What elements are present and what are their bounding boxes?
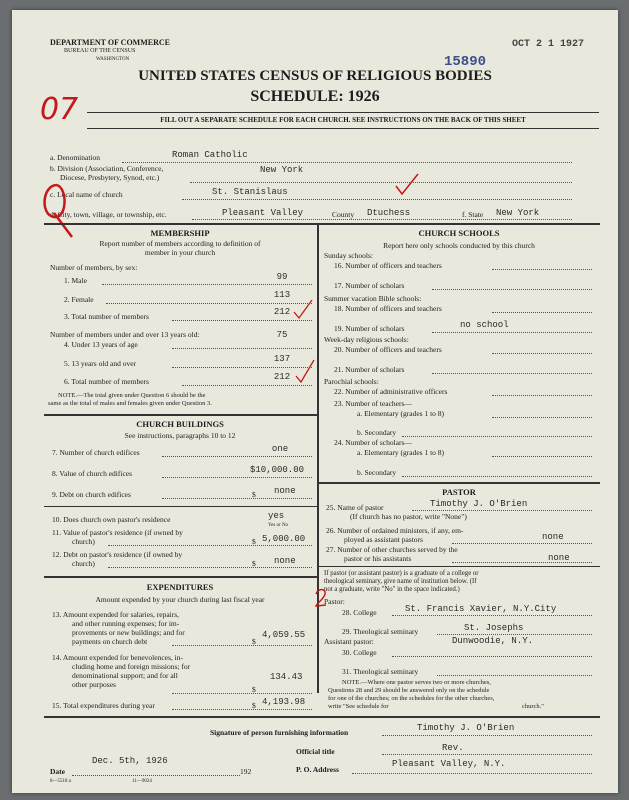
po-address-value: Pleasant Valley, N.Y. [392, 759, 506, 769]
graduate-note-2: theological seminary, give name of institution below. (If [324, 578, 477, 585]
q14-value: 134.43 [270, 672, 303, 682]
official-title-label: Official title [296, 747, 335, 756]
q2-label: 2. Female [64, 295, 94, 304]
q18-label: 18. Number of officers and teachers [334, 304, 442, 313]
q19-label: 19. Number of scholars [334, 324, 405, 333]
members-by-age-label: Number of members under and over 13 years old: [50, 330, 200, 339]
q1-value: 99 [276, 272, 288, 282]
q1-label: 1. Male [64, 276, 87, 285]
q15-label: 15. Total expenditures during year [52, 701, 155, 710]
assistant-pastor-label: Assistant pastor: [324, 637, 374, 646]
church-name-label: c. Local name of church [50, 190, 123, 199]
assistant-pastor-value: Dunwoodie, N.Y. [452, 636, 534, 646]
q12-label: 12. Debt on pastor's residence (if owned by [52, 550, 183, 559]
date-year: 192 [240, 767, 252, 776]
instruction-banner: FILL OUT A SEPARATE SCHEDULE FOR EACH CHURCH. SEE INSTRUCTIONS ON THE BACK OF THIS SHEET [160, 116, 526, 124]
red-check-total-6 [294, 356, 316, 386]
q12-value: none [274, 556, 296, 566]
q3-label: 3. Total number of members [64, 312, 149, 321]
pastor-subheading: Pastor: [324, 597, 345, 606]
q29-value: St. Josephs [464, 623, 524, 633]
q4-label: 4. Under 13 years of age [64, 340, 138, 349]
q24a-label: a. Elementary (grades 1 to 8) [357, 448, 445, 457]
q26-label-2: ployed as assistant pastors [344, 535, 423, 544]
division-label-2: Diocese, Presbytery, Synod, etc.) [60, 173, 160, 182]
q28-label: 28. College [342, 608, 377, 617]
q11-value: 5,000.00 [262, 534, 306, 544]
q13-label-4: payments on church debt [72, 637, 148, 646]
division-label: b. Division (Association, Conference, [50, 164, 164, 173]
signature-label: Signature of person furnishing information [210, 728, 349, 737]
form-code: 8—5518 a [50, 779, 71, 784]
q7-label: 7. Number of church edifices [52, 448, 140, 457]
q26-label: 26. Number of ordained ministers, if any, em- [326, 526, 464, 535]
q25-hint: (If church has no pastor, write "None") [350, 512, 467, 521]
pastor-note-3: for one of the churches; on the schedules for the other churches, [328, 695, 495, 702]
church-name-value: St. Stanislaus [212, 187, 288, 197]
census-schedule-sheet [12, 10, 618, 793]
state-value: New York [496, 208, 540, 218]
yes-or-no-hint: Yes or No [268, 523, 289, 528]
expenditures-sub: Amount expended by your church during last fiscal year [95, 595, 265, 604]
q14-label: 14. Amount expended for benevolences, in- [52, 653, 184, 662]
q22-label: 22. Number of administrative officers [334, 387, 448, 396]
q20-label: 20. Number of officers and teachers [334, 345, 442, 354]
red-check-mark [392, 170, 422, 200]
form-title: UNITED STATES CENSUS OF RELIGIOUS BODIES [138, 68, 492, 84]
graduate-note-3: not a graduate, write "No" in the space indicated.) [324, 586, 460, 593]
q8-label: 8. Value of church edifices [52, 469, 133, 478]
q8-value: $10,000.00 [250, 465, 305, 475]
county-label: County [332, 210, 355, 219]
q24-label: 24. Number of scholars— [334, 438, 412, 447]
denomination-label: a. Denomination [50, 153, 100, 162]
handwritten-mark: 07 [40, 92, 79, 127]
q9-value: none [274, 486, 296, 496]
q25-value: Timothy J. O'Brien [430, 499, 528, 509]
q7-value: one [271, 444, 289, 454]
county-value: Dtuchess [367, 208, 411, 218]
q14-label-2: cluding home and foreign missions; for [72, 662, 191, 671]
q24b-label: b. Secondary [357, 468, 397, 477]
membership-sub-2: member in your church [144, 248, 216, 257]
membership-heading: MEMBERSHIP [150, 228, 210, 238]
q9-label: 9. Debt on church edifices [52, 490, 131, 499]
q13-label: 13. Amount expended for salaries, repairs, [52, 610, 180, 619]
q2-value: 113 [273, 290, 291, 300]
red-check-total-3 [292, 292, 314, 322]
q11-dollar: $ [252, 537, 256, 546]
q27-label-2: pastor or his assistants [344, 554, 412, 563]
city-label: WASHINGTON [96, 57, 130, 62]
q25-label: 25. Name of pastor [326, 503, 384, 512]
membership-note-2: same as the total of males and females given under Question 3. [48, 400, 212, 407]
q31-label: 31. Theological seminary [342, 667, 419, 676]
department-label: DEPARTMENT OF COMMERCE [50, 38, 171, 47]
q30-label: 30. College [342, 648, 377, 657]
membership-note-1: NOTE.—The total given under Question 6 should be the [58, 392, 206, 399]
q12-dollar: $ [252, 559, 256, 568]
q9-dollar: $ [252, 490, 256, 499]
summer-schools-label: Summer vacation Bible schools: [324, 294, 422, 303]
division-value: New York [260, 165, 304, 175]
members-by-sex-label: Number of members, by sex: [50, 263, 138, 272]
q13-value: 4,059.55 [262, 630, 306, 640]
q17-label: 17. Number of scholars [334, 281, 405, 290]
q5-value: 137 [273, 354, 291, 364]
q23-label: 23. Number of teachers— [334, 399, 412, 408]
q6-label: 6. Total number of members [64, 377, 149, 386]
q10-value: yes [268, 511, 285, 521]
q15-value: 4,193.98 [262, 697, 306, 707]
print-code: 11—9024 [132, 779, 152, 784]
q15-dollar: $ [252, 701, 256, 710]
po-address-label: P. O. Address [296, 765, 339, 774]
q11-label-2: church) [72, 537, 95, 546]
q16-label: 16. Number of officers and teachers [334, 261, 442, 270]
parochial-schools-label: Parochial schools: [324, 377, 379, 386]
schedule-number-stamp: 15890 [444, 54, 487, 70]
church-buildings-sub: See instructions, paragraphs 10 to 12 [124, 431, 236, 440]
q4-value: 75 [276, 330, 288, 340]
q26-value: none [542, 532, 564, 542]
church-schools-heading: CHURCH SCHOOLS [418, 228, 500, 238]
q28-value: St. Francis Xavier, N.Y.City [405, 604, 557, 614]
membership-sub-1: Report number of members according to definition of [99, 239, 261, 248]
q27-value: none [548, 553, 570, 563]
q6-value: 212 [273, 372, 291, 382]
q21-label: 21. Number of scholars [334, 365, 405, 374]
q23b-label: b. Secondary [357, 428, 397, 437]
pastor-note-1: NOTE.—Where one pastor serves two or more churches, [342, 679, 491, 686]
q27-label: 27. Number of other churches served by the [326, 545, 458, 554]
state-label: f. State [462, 210, 484, 219]
q13-dollar: $ [252, 637, 256, 646]
sunday-schools-label: Sunday schools: [324, 251, 373, 260]
q12-label-2: church) [72, 559, 95, 568]
q19-value: no school [460, 320, 509, 330]
date-label: Date [50, 767, 65, 776]
q5-label: 5. 13 years old and over [64, 359, 137, 368]
pastor-note-4: write "See schedule for [328, 703, 389, 710]
q13-label-2: and other running expenses; for im- [72, 619, 180, 628]
church-buildings-heading: CHURCH BUILDINGS [136, 419, 224, 429]
expenditures-heading: EXPENDITURES [146, 582, 214, 592]
q13-label-3: provements or new buildings; and for [72, 628, 185, 637]
official-title-value: Rev. [442, 743, 464, 753]
red-numeral-mark [312, 586, 332, 610]
signature-value: Timothy J. O'Brien [417, 723, 515, 733]
q23a-label: a. Elementary (grades 1 to 8) [357, 409, 445, 418]
date-value: Dec. 5th, 1926 [92, 756, 168, 766]
graduate-note-1: If pastor (or assistant pastor) is a graduate of a college or [324, 570, 479, 577]
schedule-title: SCHEDULE: 1926 [250, 88, 380, 105]
q10-label: 10. Does church own pastor's residence [52, 515, 171, 524]
pastor-heading: PASTOR [442, 487, 476, 497]
q14-label-4: other purposes [72, 680, 116, 689]
q29-label: 29. Theological seminary [342, 627, 419, 636]
denomination-value: Roman Catholic [172, 150, 248, 160]
q3-value: 212 [273, 307, 291, 317]
city-town-value: Pleasant Valley [222, 208, 304, 218]
weekday-schools-label: Week-day religious schools: [324, 335, 409, 344]
q11-label: 11. Value of pastor's residence (if owned by [52, 528, 183, 537]
pastor-note-2: Questions 28 and 29 should be answered only on the schedule [328, 687, 490, 694]
q14-label-3: denominational support; and for all [72, 671, 178, 680]
q14-dollar: $ [252, 685, 256, 694]
city-town-label: d. City, town, village, or township, etc. [50, 210, 167, 219]
church-schools-sub: Report here only schools conducted by this church [383, 241, 535, 250]
pastor-note-5: church." [522, 703, 544, 710]
received-date-stamp: OCT 2 1 1927 [512, 39, 585, 50]
bureau-label: BUREAU OF THE CENSUS [64, 48, 136, 54]
